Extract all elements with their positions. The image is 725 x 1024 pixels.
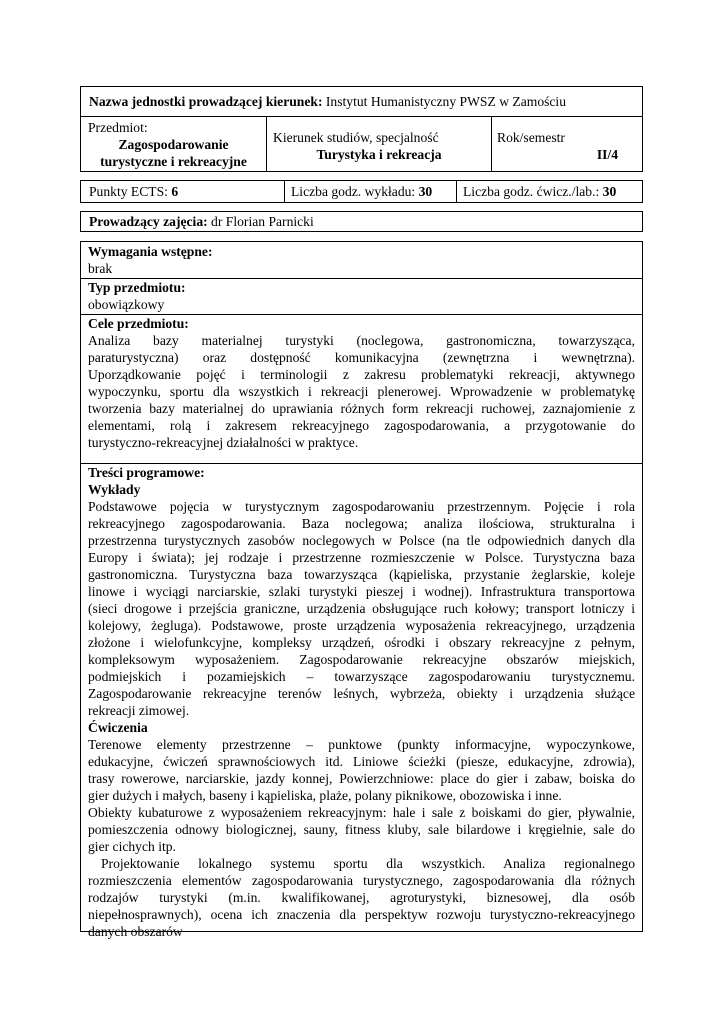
unit-header-box bbox=[80, 86, 643, 117]
instructor-value: dr Florian Parnicki bbox=[207, 214, 314, 229]
lectures-line: (sieci drogowe i przejścia graniczne, urządzenia obsługujące ruch kołowy; transport lotniczy i bbox=[88, 601, 635, 616]
objectives-line: paraturystyczna) oraz dostępność komunikacyjna (zewnętrzna i wewnętrzna). bbox=[88, 350, 635, 365]
divider bbox=[456, 181, 457, 202]
subject-type-label: Typ przedmiotu: bbox=[88, 280, 186, 295]
prerequisites-value: brak bbox=[88, 261, 113, 276]
year-cell bbox=[492, 117, 642, 171]
lectures-line: gastronomiczna. Turystyczna baza towarzysząca (kąpieliska, przystanie żeglarskie, koleje bbox=[88, 567, 635, 582]
exercise-hours-cell bbox=[463, 183, 616, 200]
course-info-box bbox=[80, 116, 643, 172]
objectives-line: tworzenia bazy materialnej do uprawiania różnych form rekreacji ruchowej, zaznajomienie z bbox=[88, 401, 635, 416]
lectures-line: rekreacyjnego zagospodarowania. Baza noclegowa; analiza ilościowa, strukturalna i bbox=[88, 516, 635, 531]
ects-value: 6 bbox=[171, 184, 179, 199]
lectures-line: Europy i świata); jej rodzaje i przestrzenne rozmieszczenie w Polsce. Turystyczna baza bbox=[88, 550, 635, 565]
lectures-heading: Wykłady bbox=[88, 482, 141, 497]
lectures-line: przestrzenna turystycznych zasobów noclegowych w Polsce (na tle odpowiednich danych dla bbox=[88, 533, 635, 548]
lectures-line: podmiejskich i pozamiejskich – towarzyszące zagospodarowaniu turystycznemu. bbox=[88, 669, 635, 684]
subject-type-section bbox=[88, 279, 635, 313]
unit-value: Instytut Humanistyczny PWSZ w Zamościu bbox=[322, 94, 567, 109]
objectives-line: wypoczynku, sportu dla wszystkich i rekreacji plenerowej. Wprowadzenie w problematykę bbox=[88, 384, 635, 399]
lectures-line: Podstawowe pojęcia w turystycznym zagospodarowaniu przestrzennym. Pojęcie i rola bbox=[88, 499, 635, 514]
unit-label: Nazwa jednostki prowadzącej kierunek: bbox=[89, 94, 323, 109]
exercises-line: gier dużych i małych, baseny i kąpieliska, plaże, polany piknikowe, obozowiska i inne. bbox=[88, 788, 562, 803]
subject-type-value: obowiązkowy bbox=[88, 297, 165, 312]
lectures-line: złożone i wielofunkcyjne, kompleksy urządzeń, ośrodki i obszary rekreacyjne z pełnym, bbox=[88, 635, 635, 650]
subject-name-line2: turystyczne i rekreacyjne bbox=[100, 154, 247, 169]
objectives-line: Uporządkowanie pojęć i terminologii z zakresu problematyki rekreacji, aktywnego bbox=[88, 367, 635, 382]
syllabus-details-box bbox=[80, 241, 643, 939]
exercises-line: pomieszczenia odnowy biologicznej, sauny, fitness kluby, sale bilardowe i kręgielnie, sale do bbox=[88, 822, 635, 837]
lectures-line: rekreacji zimowej. bbox=[88, 703, 190, 718]
objectives-line: turystyczno-rekreacyjnej działalności w praktyce. bbox=[88, 435, 359, 450]
divider bbox=[284, 181, 285, 202]
objectives-line: elementami, rolą i zakresem rekreacyjnego zagospodarowania, a przygotowanie do bbox=[88, 418, 635, 433]
field-label: Kierunek studiów, specjalność bbox=[273, 130, 439, 145]
instructor-box bbox=[80, 211, 643, 232]
objectives-label: Cele przedmiotu: bbox=[88, 316, 189, 331]
year-value: II/4 bbox=[596, 147, 618, 162]
subject-cell bbox=[81, 117, 266, 171]
exercises-line: edukacyjne, ćwiczeń sprawnościowych itd. Liniowe ścieżki (piesze, edukacyjne, zdrowia), bbox=[88, 754, 635, 769]
lecture-hours-cell bbox=[291, 183, 432, 200]
exercises-line: Terenowe elementy przestrzenne – punktowe (punkty informacyjne, wypoczynkowe, bbox=[88, 737, 635, 752]
lectures-line: linowe i wyciągi narciarskie, szlaki turystyki pieszej i wodnej). Infrastruktura transportowa bbox=[88, 584, 635, 599]
instructor-label: Prowadzący zajęcia: bbox=[89, 214, 208, 229]
exercises-line: gier cichych itp. bbox=[88, 839, 176, 854]
credits-box bbox=[80, 180, 643, 203]
unit-row bbox=[89, 93, 566, 110]
year-label: Rok/semestr bbox=[497, 130, 565, 145]
objectives-section bbox=[88, 315, 635, 451]
project-line: rodzajów turystyki (m.in. kwalifikowanej, agroturystyki, biznesowej, dla osób bbox=[88, 890, 635, 905]
field-cell bbox=[267, 117, 491, 171]
prerequisites-section bbox=[88, 243, 635, 277]
project-line: Projektowanie lokalnego systemu sportu dla wszystkich. Analiza regionalnego bbox=[101, 856, 635, 871]
objectives-line: Analiza bazy materialnej turystyki (noclegowa, gastronomiczna, towarzysząca, bbox=[88, 333, 635, 348]
lecture-hours-label: Liczba godz. wykładu: bbox=[291, 184, 419, 199]
lectures-line: Zagospodarowanie rekreacyjne terenów leśnych, wybrzeża, obiekty i urządzenia służące bbox=[88, 686, 635, 701]
contents-label: Treści programowe: bbox=[88, 465, 205, 480]
lecture-hours-value: 30 bbox=[418, 184, 433, 199]
contents-section bbox=[88, 464, 635, 940]
lectures-line: kolejowy, żegluga). Podstawowe, proste urządzenia wyposażenia rekreacyjnego, urządzenia bbox=[88, 618, 635, 633]
prerequisites-label: Wymagania wstępne: bbox=[88, 244, 213, 259]
field-value: Turystyka i rekreacja bbox=[316, 147, 442, 162]
exercises-line: Obiekty kubaturowe z wyposażeniem rekreacyjnym: hale i sale z boiskami do gier, pływalnie, bbox=[88, 805, 635, 820]
exercises-line: trasy rowerowe, narciarskie, jazdy konnej, Powierzchniowe: place do gier i zabaw, boiska do bbox=[88, 771, 635, 786]
ects-cell bbox=[89, 183, 178, 200]
subject-name-line1: Zagospodarowanie bbox=[118, 137, 229, 152]
instructor-row bbox=[89, 213, 314, 230]
project-line: danych obszarów bbox=[88, 924, 183, 939]
ects-label: Punkty ECTS: bbox=[89, 184, 172, 199]
exercise-hours-label: Liczba godz. ćwicz./lab.: bbox=[463, 184, 603, 199]
exercises-heading: Ćwiczenia bbox=[88, 720, 148, 735]
project-line: niepełnosprawnych), ocena ich znaczenia dla perspektyw rozwoju turystyczno-rekreacyjnego bbox=[88, 907, 635, 922]
subject-label: Przedmiot: bbox=[88, 120, 148, 135]
project-line: rozmieszczenia elementów zagospodarowania turystycznego, zagospodarowania dla różnych bbox=[88, 873, 635, 888]
lectures-line: kompleksowym wyposażeniem. Zagospodarowanie rekreacyjne obszarów miejskich, bbox=[88, 652, 635, 667]
exercise-hours-value: 30 bbox=[602, 184, 617, 199]
